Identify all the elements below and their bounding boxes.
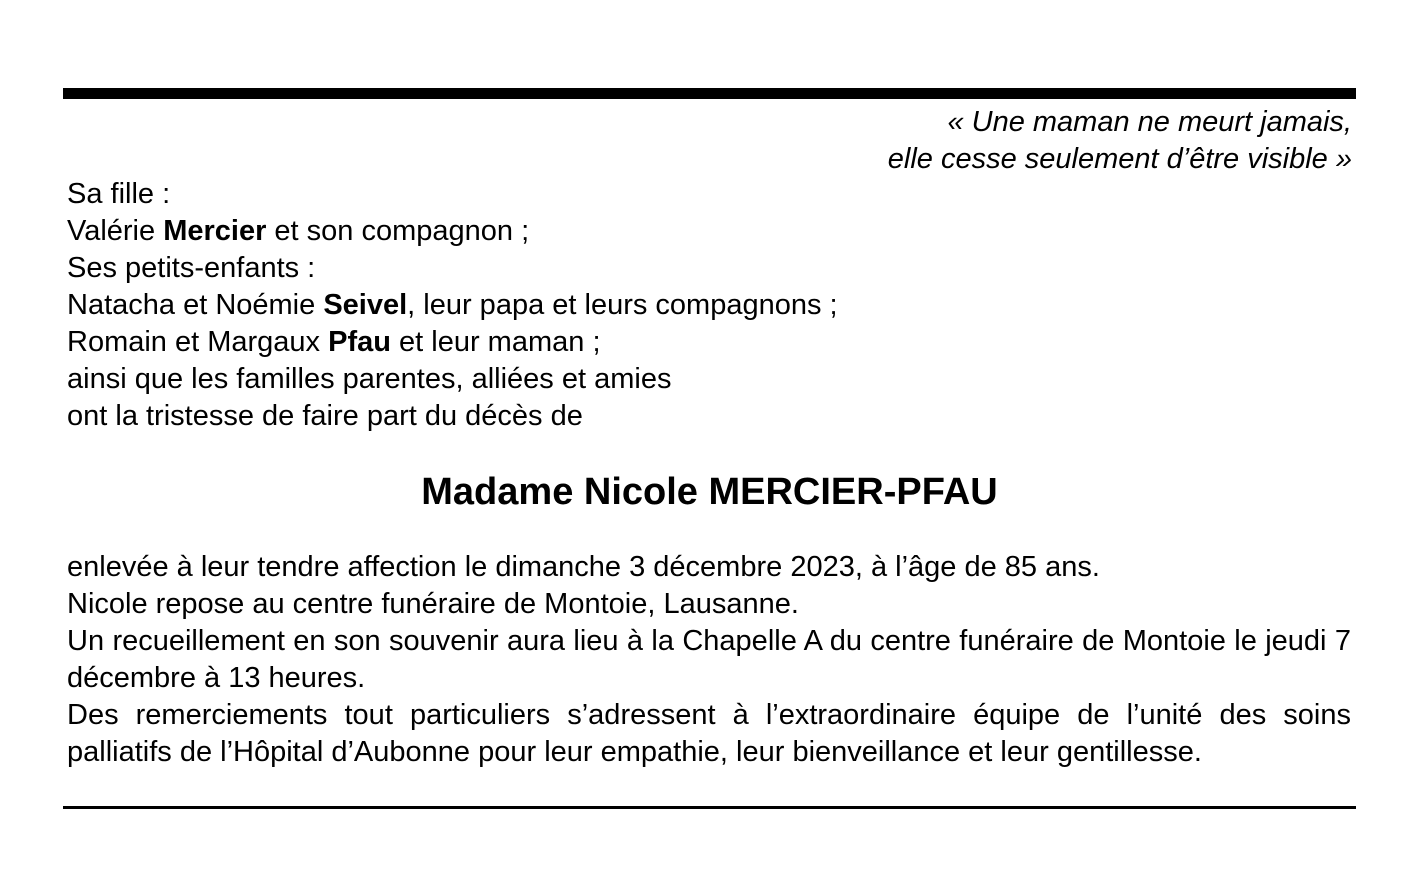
announcement-line: ont la tristesse de faire part du décès de [67, 400, 583, 432]
gc1-first-names: Natacha et Noémie [67, 289, 324, 321]
daughter-surname: Mercier [163, 215, 267, 247]
ceremony-paragraph: Un recueillement en son souvenir aura lieu à la Chapelle A du centre funéraire de Montoie le jeudi 7 décembre à 13 heures. [67, 625, 1351, 694]
relatives-line: ainsi que les familles parentes, alliées et amies [67, 363, 672, 395]
deceased-name: Madame Nicole MERCIER-PFAU [421, 471, 998, 513]
gc1-rest: , leur papa et leurs compagnons ; [407, 289, 838, 321]
gc1-surname: Seivel [323, 289, 408, 321]
quote-line-2: elle cesse seulement d’être visible » [887, 143, 1352, 175]
thanks-paragraph: Des remerciements tout particuliers s’adressent à l’extraordinaire équipe de l’unité des soins palliatifs de l’Hôpital d’Aubonne pour leur empathie, leur bienveillance et leur gentillesse. [67, 699, 1351, 768]
daughter-heading: Sa fille : [67, 178, 171, 210]
daughter-rest: et son compagnon ; [266, 215, 530, 247]
obituary-details [67, 549, 1351, 771]
grandchildren-line-2 [67, 324, 838, 361]
epigraph-quote [888, 104, 1352, 178]
gc2-rest: et leur maman ; [390, 326, 601, 358]
family-list [67, 176, 838, 435]
gc2-first-names: Romain et Margaux [67, 326, 329, 358]
top-divider [63, 88, 1356, 99]
bottom-divider [63, 806, 1356, 809]
daughter-line [67, 213, 838, 250]
repose-line: Nicole repose au centre funéraire de Montoie, Lausanne. [67, 588, 799, 620]
gc2-surname: Pfau [328, 326, 391, 358]
quote-line-1: « Une maman ne meurt jamais, [947, 106, 1352, 138]
grandchildren-heading: Ses petits-enfants : [67, 252, 316, 284]
grandchildren-line-1 [67, 287, 838, 324]
daughter-first-name: Valérie [67, 215, 164, 247]
death-line: enlevée à leur tendre affection le dimanche 3 décembre 2023, à l’âge de 85 ans. [67, 551, 1100, 583]
